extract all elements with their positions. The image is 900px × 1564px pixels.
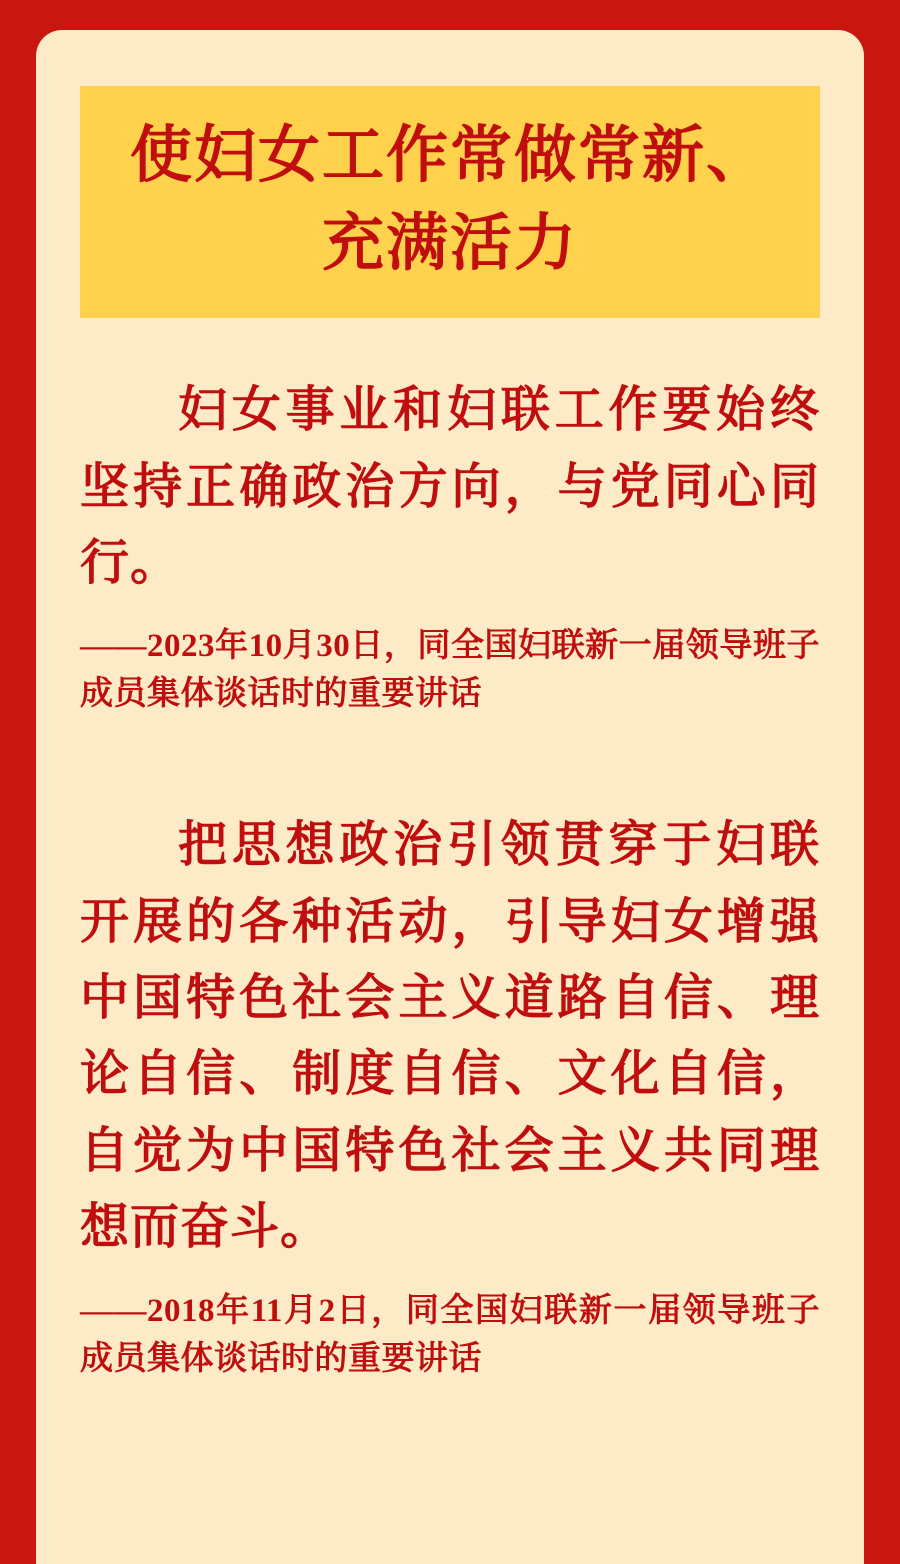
quote-block-2 xyxy=(80,807,820,1383)
quote-source-1: ——2023年10月30日，同全国妇联新一届领导班子成员集体谈话时的重要讲话 xyxy=(80,628,820,713)
quote-block-1 xyxy=(80,372,820,719)
page-title-line-2: 充满活力 xyxy=(321,210,578,279)
quote-text-2: 把思想政治引领贯穿于妇联开展的各种活动，引导妇女增强中国特色社会主义道路自信、理论自信、制度自信、文化自信，自觉为中国特色社会主义共同理想而奋斗。 xyxy=(80,817,820,1255)
quote-text-1: 妇女事业和妇联工作要始终坚持正确政治方向，与党同心同行。 xyxy=(80,382,820,590)
page-title-line-1: 使妇女工作常做常新、 xyxy=(129,122,770,190)
block-spacer xyxy=(80,719,820,753)
title-banner xyxy=(80,86,820,318)
poster-card xyxy=(36,30,864,1564)
quote-source-2: ——2018年11月2日，同全国妇联新一届领导班子成员集体谈话时的重要讲话 xyxy=(80,1292,820,1377)
